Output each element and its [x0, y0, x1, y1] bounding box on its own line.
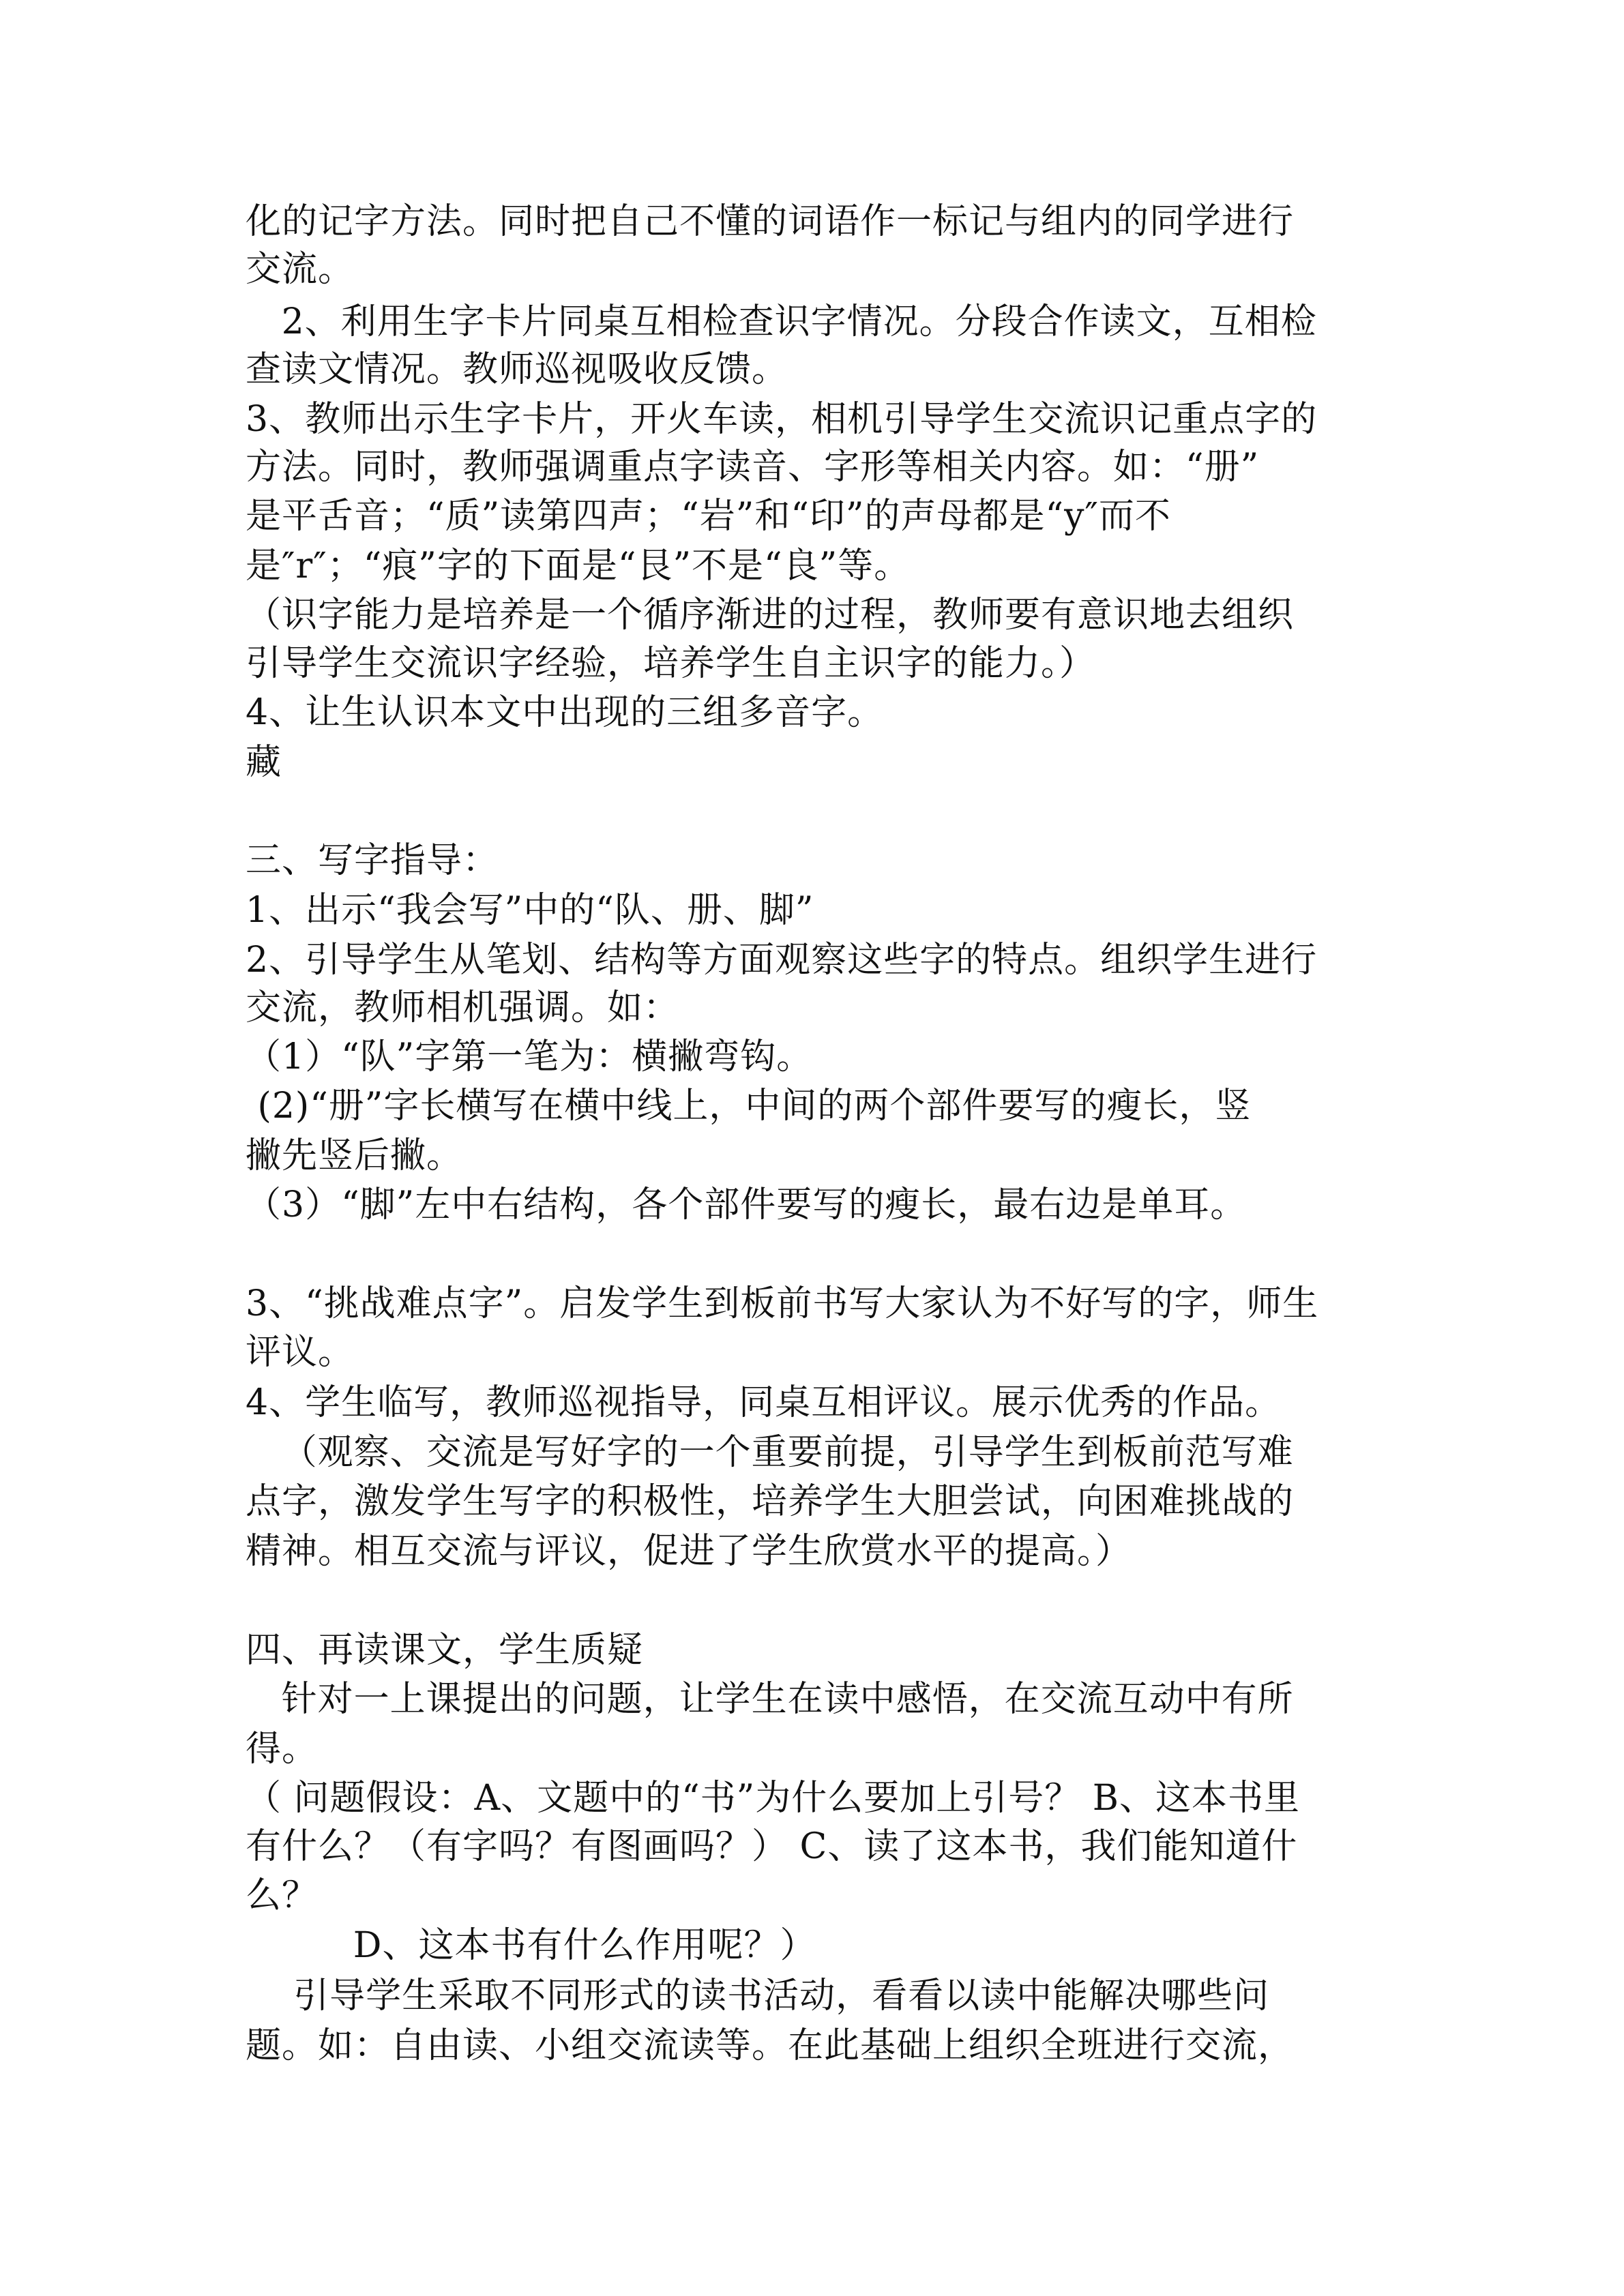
text-line: 交流。 [246, 249, 355, 290]
text-line: 4、学生临写，教师巡视指导，同桌互相评议。展示优秀的作品。 [246, 1382, 1282, 1423]
text-line: 是平舌音；“质”读第四声；“岩”和“印”的声母都是“y″而不 [246, 496, 1171, 537]
text-line: 评议。 [246, 1332, 355, 1373]
text-line: 撇先竖后撇。 [246, 1135, 463, 1176]
text-line: （识字能力是培养是一个循序渐进的过程，教师要有意识地去组织 [246, 595, 1295, 636]
text-line: 引导学生交流识字经验，培养学生自主识字的能力。） [246, 643, 1096, 684]
text-line: 方法。同时，教师强调重点字读音、字形等相关内容。如：“册” [246, 447, 1260, 488]
text-line: 4、让生认识本文中出现的三组多音字。 [246, 692, 884, 733]
text-line: （3）“脚”左中右结构，各个部件要写的瘦长，最右边是单耳。 [246, 1184, 1247, 1225]
text-line: 化的记字方法。同时把自己不懂的词语作一标记与组内的同学进行 [246, 201, 1295, 242]
text-line: 题。如：自由读、小组交流读等。在此基础上组织全班进行交流， [246, 2025, 1295, 2066]
text-line: 藏 [246, 742, 282, 783]
text-line [246, 788, 1405, 835]
text-line: 针对一上课提出的问题，让学生在读中感悟，在交流互动中有所 [246, 1679, 1294, 1720]
text-line: 引导学生采取不同形式的读书活动，看看以读中能解决哪些问 [246, 1976, 1270, 2016]
text-line: 2、利用生字卡片同桌互相检查识字情况。分段合作读文，互相检 [246, 301, 1317, 342]
text-line: 3、“挑战难点字”。启发学生到板前书写大家认为不好写的字，师生 [246, 1283, 1319, 1324]
text-line: 是″r″；“痕”字的下面是“艮”不是“良”等。 [246, 546, 911, 586]
text-line: （ 问题假设：A、文题中的“书”为什么要加上引号？ B、这本书里 [246, 1778, 1300, 1819]
text-line: 查读文情况。教师巡视吸收反馈。 [246, 349, 788, 390]
text-line: D、这本书有什么作用呢？） [246, 1925, 816, 1966]
text-line: 1、出示“我会写”中的“队、册、脚” [246, 890, 814, 931]
text-line: 三、写字指导： [246, 840, 499, 881]
text-line: 四、再读课文，学生质疑 [246, 1630, 644, 1671]
text-line: 得。 [246, 1729, 319, 1770]
text-line: 有什么？（有字吗？有图画吗？） C、读了这本书，我们能知道什 [246, 1826, 1298, 1867]
text-line: （1）“队”字第一笔为：横撇弯钩。 [246, 1037, 813, 1077]
text-line: 精神。相互交流与评议，促进了学生欣赏水平的提高。） [246, 1531, 1132, 1572]
text-line: (2)“册”字长横写在横中线上，中间的两个部件要写的瘦长，竖 [246, 1086, 1252, 1127]
text-line [246, 1577, 1405, 1624]
text-line [246, 1231, 1405, 1279]
text-line: 2、引导学生从笔划、结构等方面观察这些字的特点。组织学生进行 [246, 940, 1318, 981]
text-line: 点字，激发学生写字的积极性，培养学生大胆尝试，向困难挑战的 [246, 1481, 1295, 1522]
text-line: 么？ [246, 1875, 319, 1916]
text-line: 交流，教师相机强调。如： [246, 987, 680, 1028]
text-line: （观察、交流是写好字的一个重要前提，引导学生到板前范写难 [246, 1432, 1294, 1473]
text-line: 3、教师出示生字卡片，开火车读，相机引导学生交流识记重点字的 [246, 399, 1318, 440]
